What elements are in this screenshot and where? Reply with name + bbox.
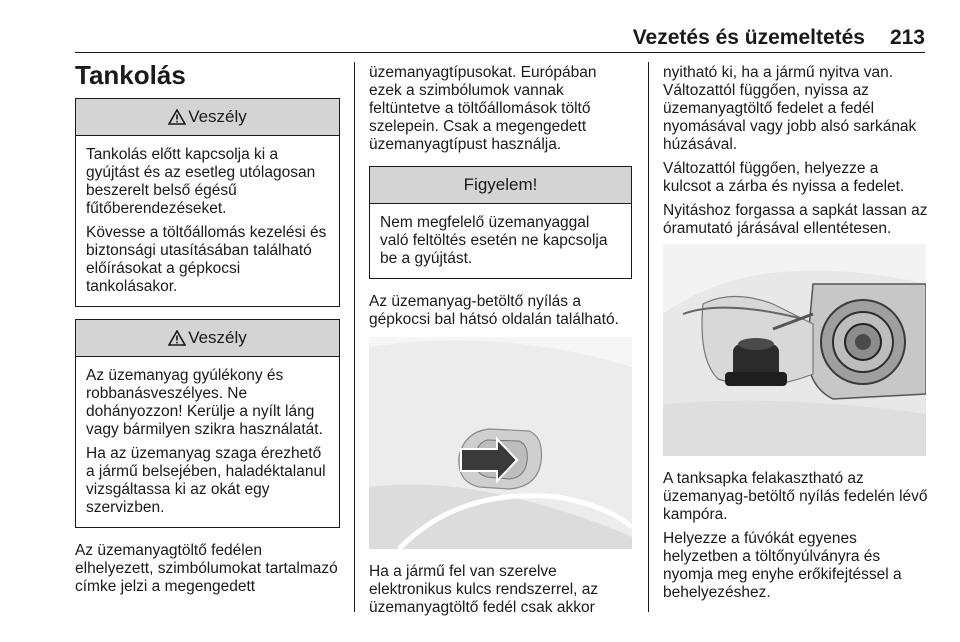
page-header <box>75 22 925 53</box>
danger-text: Az üzemanyag gyúlékony és robbanásveszélyes. Ne dohányozzon! Kerülje a nyílt láng vagy bármilyen szikra használatát. <box>86 367 323 438</box>
notice-text: Nem megfelelő üzemanyaggal való feltöltés esetén ne kapcsolja be a gyújtást. <box>380 214 608 267</box>
danger-text: Tankolás előtt kapcsolja ki a gyújtást és az esetleg utólagosan beszerelt belső égésű fűtőberendezéseket. <box>86 146 316 217</box>
header-title: Vezetés és üzemeltetés <box>632 26 865 49</box>
notice-box-title: Figyelem! <box>463 175 538 194</box>
body-text: A tanksapka felakasztható az üzemanyag-betöltő nyílás fedelén lévő kampóra. <box>663 470 928 523</box>
column-1 <box>75 60 340 602</box>
body-text: üzemanyagtípusokat. Európában ezek a szimbólumok vannak feltüntetve a töltőállomások töltő szelepein. Csak a megengedett üzemanyagtípust használja. <box>369 64 597 153</box>
danger-box-head <box>76 320 339 357</box>
body-text: nyitható ki, ha a jármű nyitva van. Változattól függően, nyissa az üzemanyagtöltő fedelet a fedél nyomásával vagy jobb alsó sarkának húzásával. <box>663 64 917 153</box>
warning-triangle-icon <box>168 330 186 346</box>
notice-box-head <box>370 167 631 204</box>
section-title: Tankolás <box>75 60 186 90</box>
danger-box-1 <box>75 98 340 307</box>
page-number: 213 <box>889 26 925 49</box>
body-text: Helyezze a fúvókát egyenes helyzetben a töltőnyúlványra és nyomja meg enyhe erőkifejtéssel a behelyezéshez. <box>663 530 902 601</box>
danger-box-2 <box>75 319 340 528</box>
fuel-door-location-figure <box>369 337 632 549</box>
danger-box-head <box>76 99 339 136</box>
danger-text: Ha az üzemanyag szaga érezhető a jármű belsejében, haladéktalanul vizsgáltassa ki az okát egy szervizben. <box>86 445 326 516</box>
danger-text: Kövesse a töltőállomás kezelési és biztonsági utasításában található előírásokat a gépkocsi tankolásakor. <box>86 224 327 295</box>
body-text: Nyitáshoz forgassa a sapkát lassan az óramutató járásával ellentétesen. <box>663 202 928 237</box>
warning-triangle-icon <box>168 109 186 125</box>
danger-box-title: Veszély <box>188 328 247 347</box>
column-divider <box>354 62 355 612</box>
column-divider <box>648 62 649 612</box>
notice-box <box>369 166 632 279</box>
column-3 <box>663 60 928 608</box>
body-text: Változattól függően, helyezze a kulcsot a zárba és nyissa a fedelet. <box>663 160 905 195</box>
column-2 <box>369 60 632 623</box>
body-text: Az üzemanyag-betöltő nyílás a gépkocsi bal hátsó oldalán található. <box>369 293 619 328</box>
body-text: Az üzemanyagtöltő fedélen elhelyezett, szimbólumokat tartalmazó címke jelzi a megengedett <box>75 542 338 595</box>
body-text: Ha a jármű fel van szerelve elektronikus kulcs rendszerrel, az üzemanyagtöltő fedél csak akkor <box>369 563 599 616</box>
danger-box-title: Veszély <box>188 107 247 126</box>
fuel-cap-figure <box>663 244 926 456</box>
